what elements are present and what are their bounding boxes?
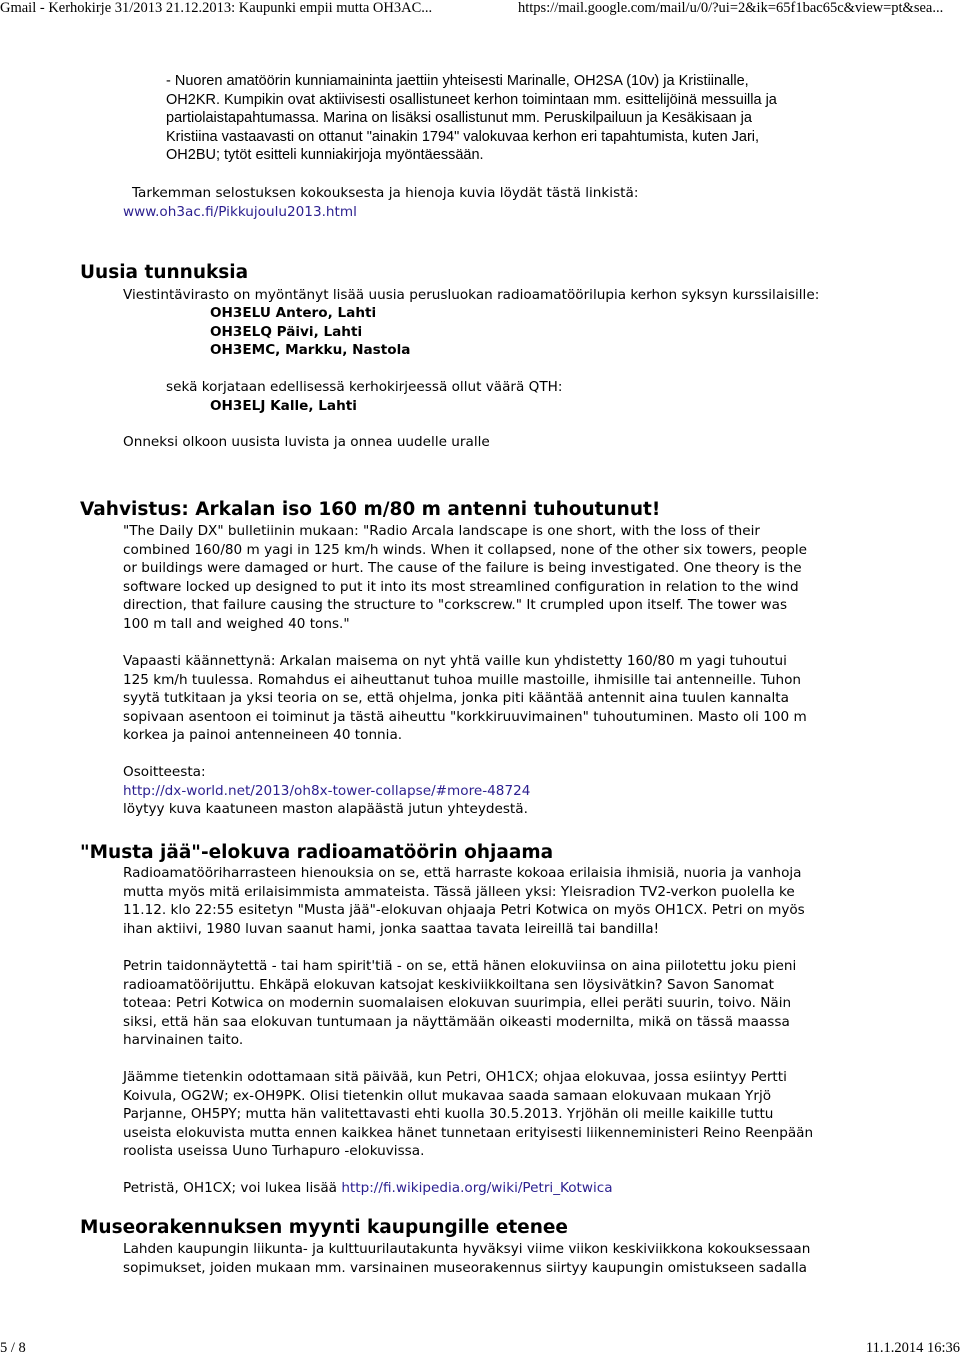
intro-line: OH2KR. Kumpikin ovat aktiivisesti osallistuneet kerhon toimintaan mm. esittelijöinä messuilla ja: [166, 91, 777, 108]
museum-heading: Museorakennuksen myynti kaupungille etenee: [80, 1217, 568, 1238]
paragraph-line: Koivula, OG2W; ex-OH9PK. Olisi tietenkin ollut mukavaa saada samaan elokuvaan mukaan Yrjö: [123, 1087, 772, 1104]
arcala-heading: Vahvistus: Arkalan iso 160 m/80 m antenni tuhoutunut!: [80, 499, 661, 520]
pikkujoulu-link-anchor[interactable]: www.oh3ac.fi/Pikkujoulu2013.html: [123, 204, 357, 220]
translation-line: 125 km/h tuulessa. Romahdus ei aiheuttanut tuhoa muille mastoille, ihmisille tai antenneille. Tuhon: [123, 671, 802, 688]
paragraph-line: harvinainen taito.: [123, 1032, 244, 1049]
paragraph-line: Radioamatööriharrasteen hienouksia on se, että harraste kokoaa erilaisia ihmisiä, nuoria ja vanhoja: [123, 865, 802, 881]
museum-paragraph: [123, 1240, 810, 1277]
musta-jaa-paragraph-2: [123, 957, 796, 1050]
source-note: löytyy kuva kaatuneen maston alapäästä jutun yhteydestä.: [123, 801, 528, 818]
quote-line: 100 m tall and weighed 40 tons.": [123, 615, 350, 632]
print-page-title: Gmail - Kerhokirje 31/2013 21.12.2013: Kaupunki empii mutta OH3AC...: [0, 0, 433, 16]
paragraph-line: useista elokuvista mutta ennen kaikkea hänet tunnetaan erityisesti liikenneministeri Reino Reenpään: [123, 1124, 814, 1141]
more-info-text: Tarkemman selostuksen kokouksesta ja hienoja kuvia löydät tästä linkistä:: [132, 185, 639, 201]
print-footer: [0, 1339, 960, 1357]
translation-line: sopivaan asentoon ei toiminut ja tästä aiheuttu "korkkiruuvimainen" tuhoutuminen. Masto oli 100 m: [123, 708, 807, 725]
musta-jaa-paragraph-4: [123, 1179, 613, 1198]
translation-line: Vapaasti käännettynä: Arkalan maisema on nyt yhtä vaille kun yhdistetty 160/80 m yagi tuhoutui: [123, 653, 787, 669]
paragraph-line: 11.12. klo 22:55 esitetyn "Musta jää"-elokuvan ohjaaja Petri Kotwica on myös OH1CX. Petri on myös: [123, 902, 805, 919]
call-item: OH3EMC, Markku, Nastola: [210, 342, 411, 359]
call-item: OH3ELQ Päivi, Lahti: [210, 323, 363, 340]
arcala-quote: [123, 522, 807, 634]
paragraph-line: Petrin taidonnäytettä - tai ham spirit'tiä - on se, että hänen elokuviinsa on aina piilotettu joku pieni: [123, 958, 797, 974]
paragraph-line: mutta myös mitä erilaisimmista ammateista. Tässä jälleen yksi: Yleisradion TV2-verkon puolella ke: [123, 883, 795, 900]
musta-jaa-paragraph-1: [123, 864, 805, 938]
page-number: 5 / 8: [0, 1340, 26, 1356]
arcala-source: [123, 763, 530, 819]
translation-line: syytä tutkitaan ja yksi teoria on se, että ohjelma, jonka piti kääntää antennit aina tuulen kannalta: [123, 690, 789, 707]
qth-correction-text: sekä korjataan edellisessä kerhokirjeessä ollut väärä QTH:: [166, 379, 563, 395]
intro-line: partiolaistapahtumassa. Marina on lisäksi osallistunut mm. Peruskilpailuun ja Kesäkisaan ja: [166, 110, 752, 127]
wikipedia-link[interactable]: http://fi.wikipedia.org/wiki/Petri_Kotwica: [341, 1180, 613, 1196]
musta-jaa-heading: "Musta jää"-elokuva radioamatöörin ohjaama: [80, 842, 554, 863]
pikkujoulu-link[interactable]: [123, 203, 357, 222]
paragraph-line: radioamatöörijuttu. Ehkäpä elokuvan katsojat keskiviikkoiltana sen löysivätkin? Savon Sanomat: [123, 976, 774, 993]
paragraph-line: Parjanne, OH5PY; mutta hän valitettavasti ehti kuolla 30.5.2013. Yrjöhän oli meille kaikille tuttu: [123, 1106, 774, 1123]
corrected-call: OH3ELJ Kalle, Lahti: [210, 398, 357, 414]
print-page-url: https://mail.google.com/mail/u/0/?ui=2&ik=65f1bac65c&view=pt&sea...: [518, 0, 944, 16]
new-calls-intro: Viestintävirasto on myöntänyt lisää uusia perusluokan radioamatöörilupia kerhon syksyn kurssilaisille:: [123, 287, 820, 303]
dx-world-link[interactable]: http://dx-world.net/2013/oh8x-tower-collapse/#more-48724: [123, 782, 531, 799]
intro-line: - Nuoren amatöörin kunniamaininta jaettiin yhteisesti Marinalle, OH2SA (10v) ja Kristiinalle,: [166, 73, 749, 89]
quote-line: combined 160/80 m yagi in 125 km/h winds. When it collapsed, none of the other six towers, people: [123, 541, 808, 558]
paragraph-line: toteaa: Petri Kotwica on modernin suomalaisen elokuvan suurimpia, ellei peräti suurin, toivo. Näin: [123, 995, 792, 1012]
quote-line: direction, that failure causing the structure to "corkscrew." It crumpled upon itself. The tower was: [123, 597, 788, 614]
quote-line: "The Daily DX" bulletiinin mukaan: "Radio Arcala landscape is one short, with the loss of their: [123, 523, 760, 539]
intro-paragraph: [166, 72, 777, 165]
arcala-translation: [123, 652, 807, 745]
translation-line: korkea ja painoi antenneineen 40 tonnia.: [123, 727, 403, 744]
new-calls-list: [210, 304, 410, 360]
source-label: Osoitteesta:: [123, 764, 206, 780]
intro-line: Kristiina vastaavasti on ottanut "ainakin 1794" valokuvaa kerhon eri tapahtumista, kuten Jari,: [166, 128, 760, 145]
paragraph-line: ihan aktiivi, 1980 luvan saanut hami, jonka saattaa tavata leireillä tai bandilla!: [123, 920, 660, 937]
congrats-text: Onneksi olkoon uusista luvista ja onnea uudelle uralle: [123, 434, 490, 450]
paragraph-line: roolista useissa Uuno Turhapuro -elokuvissa.: [123, 1143, 425, 1160]
quote-line: or buildings were damaged or hurt. The cause of the failure is being investigated. One theory is the: [123, 560, 802, 577]
print-datetime: 11.1.2014 16:36: [865, 1340, 960, 1356]
paragraph-line: Lahden kaupungin liikunta- ja kulttuurilautakunta hyväksyi viime viikon keskiviikkona kokouksessaan: [123, 1241, 811, 1257]
paragraph-line: sopimukset, joiden mukaan mm. varsinainen museorakennus siirtyy kaupungin omistukseen sadalla: [123, 1259, 807, 1276]
call-item: OH3ELU Antero, Lahti: [210, 305, 377, 321]
intro-line: OH2BU; tytöt esitteli kunniakirjoja myöntäessään.: [166, 147, 484, 164]
quote-line: software locked up designed to put it into its most streamlined configuration in relation to the wind: [123, 578, 799, 595]
wikipedia-lead-text: Petristä, OH1CX; voi lukea lisää: [123, 1180, 342, 1196]
new-calls-heading: Uusia tunnuksia: [80, 262, 249, 283]
musta-jaa-paragraph-3: [123, 1068, 813, 1161]
print-header: [0, 0, 960, 16]
paragraph-line: siksi, että hän saa elokuvan tuntumaan ja näyttämään oikeasti modernilta, mikä on tässä maassa: [123, 1013, 790, 1030]
paragraph-line: Jäämme tietenkin odottamaan sitä päivää, kun Petri, OH1CX; ohjaa elokuvaa, jossa esiintyy Pertti: [123, 1069, 787, 1085]
